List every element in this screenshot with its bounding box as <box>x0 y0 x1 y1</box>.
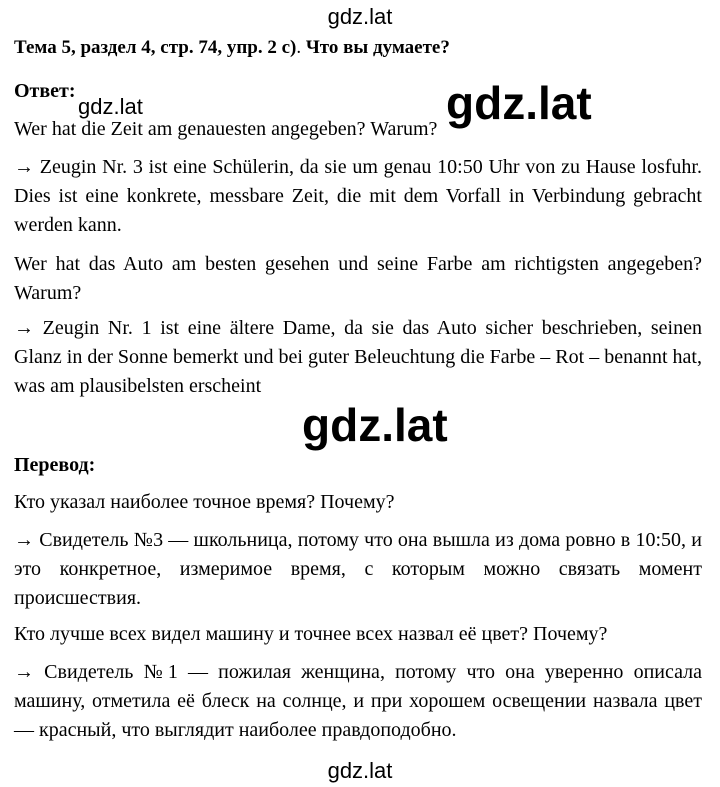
answer-question-1: Wer hat die Zeit am genauesten angegeben? Warum? <box>14 118 438 140</box>
translation-heading: Перевод: <box>14 454 96 476</box>
answer-response-1: → Zeugin Nr. 3 ist eine Schülerin, da sie um genau 10:50 Uhr von zu Hause losfuhr. Dies ist eine konkrete, messbare Zeit, die mit dem Vorfall in Verbindung gebracht werden kann. <box>14 156 702 236</box>
title-dot: . <box>296 37 302 58</box>
title-part1: Тема 5, раздел 4, стр. 74, упр. 2 с) <box>14 37 297 58</box>
watermark-bottom: gdz.lat <box>327 758 393 783</box>
answer-response-2: → Zeugin Nr. 1 ist eine ältere Dame, da sie das Auto sicher beschrieben, seinen Glanz in der Sonne bemerkt und bei guter Beleuchtung die Farbe – Rot – benannt hat, was am plausibelsten erscheint <box>14 317 702 397</box>
watermark-big-2: gdz.lat <box>302 399 448 451</box>
translation-question-2: Кто лучше всех видел машину и точнее всех назвал её цвет? Почему? <box>14 623 608 645</box>
watermark-top: gdz.lat <box>327 4 393 29</box>
title-part2: Что вы думаете? <box>301 37 450 58</box>
watermark-big-1: gdz.lat <box>446 77 592 129</box>
watermark-small: gdz.lat <box>78 94 143 119</box>
page-title <box>14 37 450 59</box>
translation-response-1: → Свидетель №3 — школьница, потому что она вышла из дома ровно в 10:50, и это конкретное, измеримое время, с которым можно связать момент происшествия. <box>14 529 702 609</box>
answer-question-2: Wer hat das Auto am besten gesehen und seine Farbe am richtigsten angegeben? Warum? <box>14 253 702 304</box>
answer-heading: Ответ: <box>14 80 76 102</box>
translation-response-2: → Свидетель №1 — пожилая женщина, потому что она уверенно описала машину, отметила её блеск на солнце, и при хорошем освещении назвала цвет — красный, что выглядит наиболее правдоподобно. <box>14 661 702 741</box>
translation-question-1: Кто указал наиболее точное время? Почему? <box>14 491 395 513</box>
